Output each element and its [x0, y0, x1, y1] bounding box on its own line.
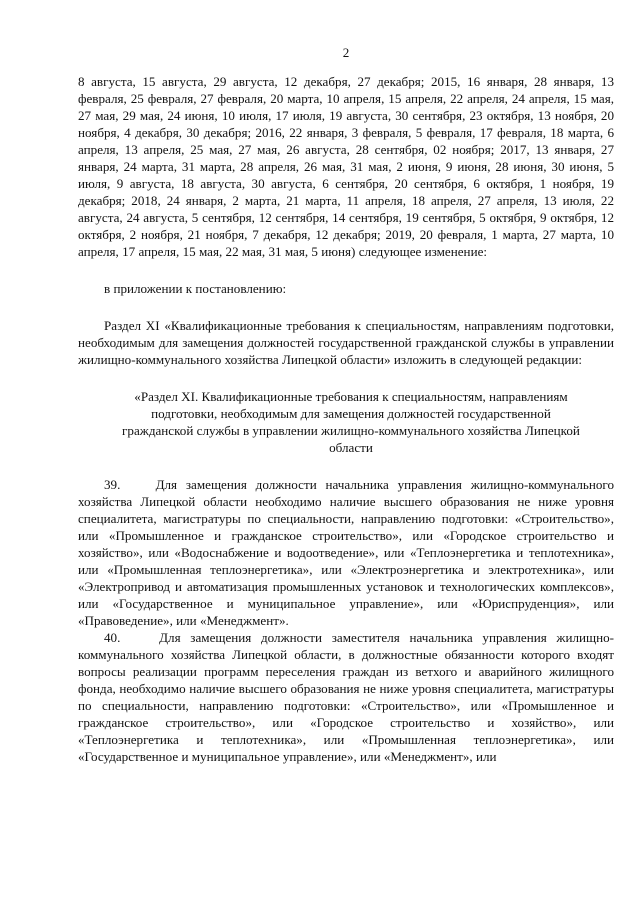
item-39-number: 39.	[104, 477, 121, 492]
page-number: 2	[342, 45, 350, 60]
appendix-line: в приложении к постановлению:	[104, 281, 287, 296]
section-intro-paragraph: Раздел XI «Квалификационные требования к специальностям, направлениям подготовки, необходимым для замещения должностей государственной гражданской службы в управлении жилищно-коммунального хозяйства Липецкой области» изложить в следующей редакции:	[78, 318, 614, 367]
item-39-paragraph	[78, 476, 614, 629]
item-40-paragraph	[78, 629, 614, 765]
item-39-text: Для замещения должности начальника управления жилищно-коммунального хозяйства Липецкой области необходимо наличие высшего образования не ниже уровня специалитета, магистратуры по специальности, направлению подготовки: «Строительство», или «Промышленное и гражданское строительство», или «Городское строительство и хозяйство», или «Водоснабжение и водоотведение», или «Теплоэнергетика и теплотехника», или «Промышленная теплоэнергетика», или «Электроэнергетика и электротехника», или «Электропривод и автоматизация промышленных установок и технологических комплексов», или «Государственное и муниципальное управление», или «Юриспруденция», или «Правоведение», или «Менеджмент».	[78, 477, 615, 628]
section-heading: «Раздел XI. Квалификационные требования к специальностям, направлениям подготовки, необходимым для замещения должностей государственной гражданской службы в управлении жилищно-коммунального хозяйства Липецкой области	[122, 389, 580, 455]
item-40-text: Для замещения должности заместителя начальника управления жилищно-коммунального хозяйства Липецкой области, в должностные обязанности которого входят вопросы реализации программ переселения граждан из ветхого и аварийного жилищного фонда, необходимо наличие высшего образования не ниже уровня специалитета, магистратуры по специальности, направлению подготовки: «Строительство», или «Промышленное и гражданское строительство», или «Городское строительство и хозяйство», или «Теплоэнергетика и теплотехника», или «Промышленная теплоэнергетика», или «Государственное и муниципальное управление», или «Менеджмент», или	[78, 630, 615, 764]
intro-dates-paragraph: 8 августа, 15 августа, 29 августа, 12 декабря, 27 декабря; 2015, 16 января, 28 января, 13 февраля, 25 февраля, 27 февраля, 20 марта, 10 апреля, 15 апреля, 22 апреля, 24 апреля, 15 мая, 27 мая, 29 мая, 24 июня, 10 июля, 17 июля, 19 августа, 30 сентября, 23 октября, 13 ноября, 20 ноября, 4 декабря, 30 декабря; 2016, 22 января, 3 февраля, 5 февраля, 17 февраля, 18 марта, 6 апреля, 13 апреля, 25 мая, 27 мая, 26 августа, 28 сентября, 02 ноября; 2017, 13 января, 27 января, 24 марта, 31 марта, 28 апреля, 26 мая, 31 мая, 2 июня, 9 июня, 28 июня, 30 июня, 5 июля, 9 августа, 18 августа, 30 августа, 6 сентября, 20 сентября, 6 октября, 1 ноября, 19 декабря; 2018, 24 января, 2 марта, 21 марта, 11 апреля, 18 апреля, 27 апреля, 13 июля, 22 августа, 24 августа, 5 сентября, 12 сентября, 14 сентября, 19 сентября, 5 октября, 9 октября, 12 октября, 2 ноября, 21 ноября, 7 декабря, 12 декабря; 2019, 20 февраля, 1 марта, 27 марта, 10 апреля, 17 апреля, 15 мая, 22 мая, 31 мая, 5 июня) следующее изменение:	[78, 74, 614, 259]
item-40-number: 40.	[104, 630, 121, 645]
